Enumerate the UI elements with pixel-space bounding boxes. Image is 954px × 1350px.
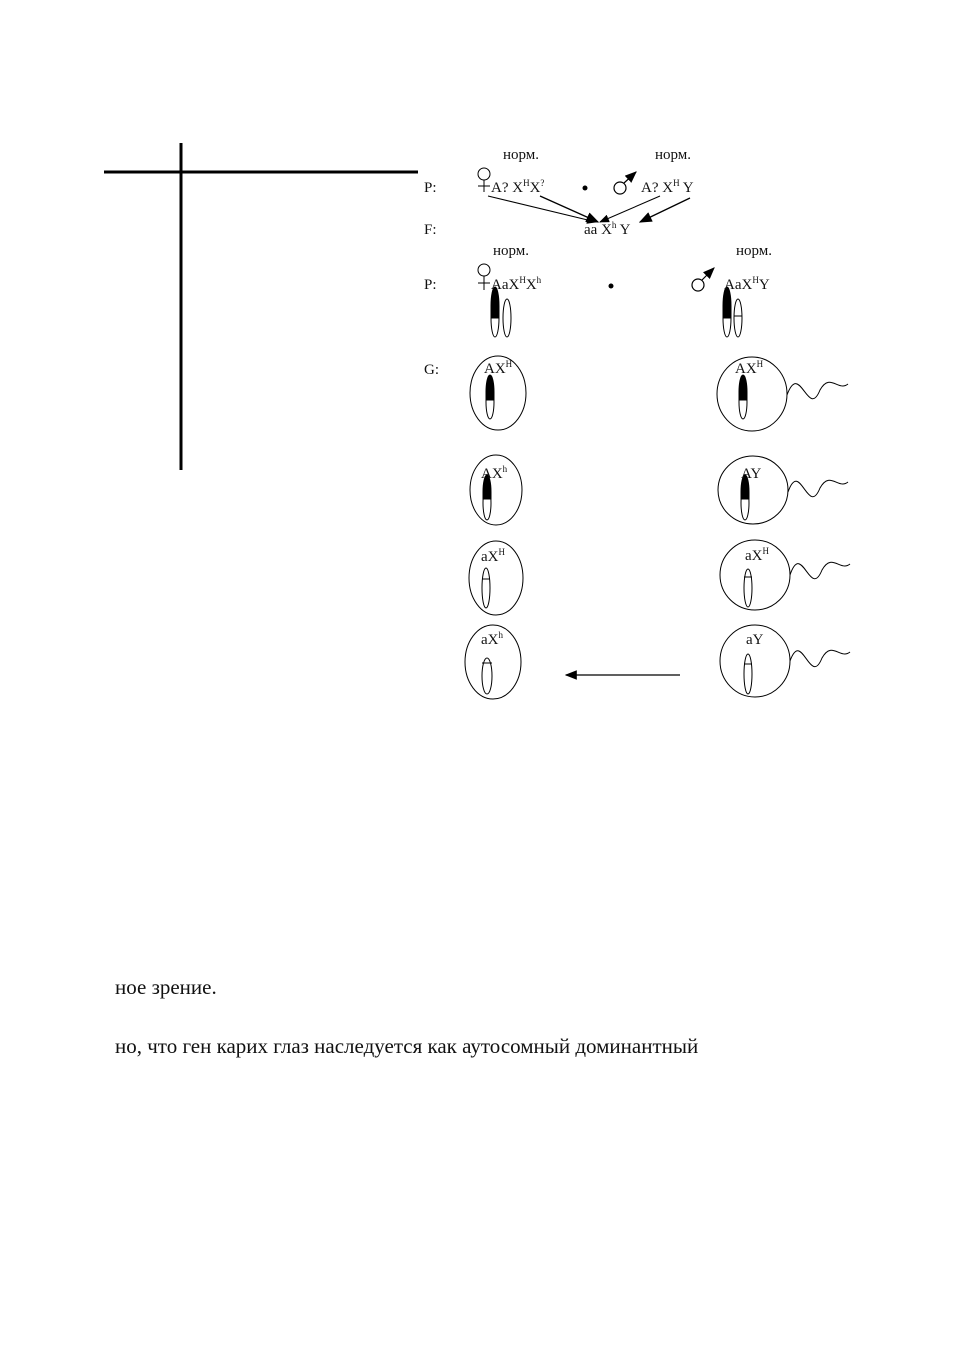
arrow-female-2 (540, 196, 598, 222)
arrow-female-1 (488, 196, 596, 222)
cross1-female-phenotype: норм. (503, 147, 540, 163)
cross2-p-label: P: (424, 277, 437, 293)
sperm-4 (720, 625, 850, 697)
cross1-male-genotype: A? $X^H$ Y (641, 178, 694, 196)
male-symbol-1 (614, 172, 636, 194)
sperm-3 (720, 540, 850, 610)
cross-dot-2 (609, 284, 614, 289)
sperm-1-label: $AX^H$ (735, 359, 764, 377)
egg-2-label: $AX^h$ (481, 464, 508, 482)
text-line-2: но, что ген карих глаз наследуется как аутосомный доминантный (115, 1034, 699, 1058)
sperm-2-label: AY (741, 466, 762, 482)
sperm-4-label: aY (746, 632, 764, 648)
cross2-female-phenotype: норм. (493, 243, 530, 259)
egg-3-label: $aX^H$ (481, 547, 505, 565)
sperm-3-label: $aX^H$ (745, 546, 769, 564)
text-line-1: ное зрение. (115, 975, 217, 999)
cross2-male-genotype: AaX$^H$Y (724, 275, 770, 293)
female-symbol-2 (478, 264, 490, 290)
sperm-2 (718, 456, 848, 524)
egg-4-label: $aX^h$ (481, 630, 503, 648)
cross2-female-genotype: $AaX^HX^h$ (491, 275, 542, 293)
cross1-female-genotype: A? $X^HX^?$ (491, 178, 545, 196)
cross1-f-label: F: (424, 222, 437, 238)
female-chromosomes (491, 287, 511, 337)
cross1-p-label: P: (424, 180, 437, 196)
cross-dot-1 (583, 186, 588, 191)
female-symbol-1 (478, 168, 490, 192)
cross1-offspring-genotype: аа $X^h$ Y (584, 220, 631, 238)
male-symbol-2 (692, 268, 714, 291)
gametes-g-label: G: (424, 362, 439, 378)
egg-1-label: $AX^H$ (484, 359, 513, 377)
cross1-male-phenotype: норм. (655, 147, 692, 163)
cross2-male-phenotype: норм. (736, 243, 773, 259)
male-chromosomes (723, 287, 742, 337)
arrow-male-1 (600, 196, 660, 222)
